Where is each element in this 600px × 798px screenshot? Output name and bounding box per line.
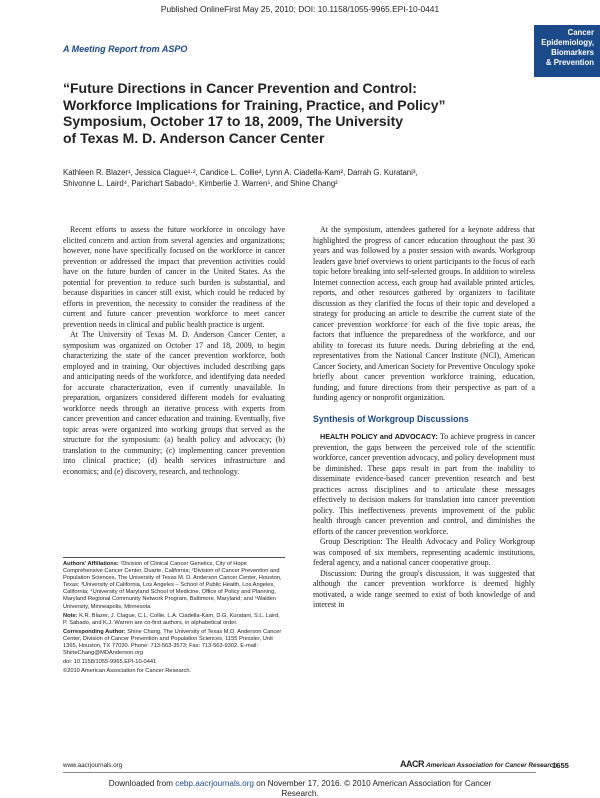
corresponding-label: Corresponding Author: [63, 628, 126, 635]
journal-name-tab [534, 25, 600, 77]
journal-tab-line: & Prevention [545, 58, 594, 67]
body-paragraph: Recent efforts to assess the future workforce in oncology have elicited concern and action from several agencies and organizations; however, none have specifically focused on the workforce in cancer prevention or addressed the impact that prevention activities could have on the future burden of cancer in the United States. As the potential for prevention to reduce such burden is substantial, and because disparities in cancer still exist, which could be reduced by efforts in prevention, the necessity to consider the readiness of the current and future cancer prevention workforce to meet cancer prevention needs in clinical and public health practice is urgent. [63, 225, 285, 329]
cofirst-note [63, 613, 285, 627]
article-title [63, 80, 483, 146]
author-list [63, 167, 483, 189]
journal-website-link[interactable]: www.aacrjournals.org [63, 762, 123, 769]
section-subheading: Synthesis of Workgroup Discussions [313, 413, 469, 424]
affiliations-note [63, 561, 285, 611]
author-line: Kathleen R. Blazer¹, Jessica Clague¹·², Candice L. Collie², Lynn A. Ciadella-Kam², Darrah G. Kuratani³, [63, 168, 418, 177]
author-line: Shivonne L. Laird⁴, Parichart Sabado⁵, Kimberlie J. Warren⁵, and Shine Chang² [63, 179, 338, 188]
download-source-link[interactable]: cebp.aacrjournals.org [175, 779, 254, 788]
affiliations-label: Authors' Affiliations: [63, 561, 119, 567]
download-line2: Research. [281, 788, 319, 798]
body-paragraph: Group Description: The Health Advocacy and Policy Workgroup was composed of six members, representing academic institutions, federal agency, and a national cancer cooperative group. [313, 537, 535, 567]
runin-text: To achieve progress in cancer prevention, the gaps between the perceived role of the scientific workforce, cancer prevention advocacy, and policy development must be diminished. These gaps result in part from the inability to disseminate evidence-based cancer prevention research and best practices across disciplines and to articulate these messages effectively to decision makers for translation into cancer prevention policy. This ineffectiveness prevents improvement of the public health through cancer prevention and control, and diminishes the efforts of the cancer prevention workforce. [313, 432, 536, 536]
affiliations-text: ¹Division of Clinical Cancer Genetics, City of Hope Comprehensive Cancer Center, Duarte, California; ²Division of Cancer Prevention and Population Sciences, The University of Texas M. D. Anderson Cancer Center, Houston, Texas; ³University of California, Los Angeles – School of Public Health, Los Angeles, California; ⁴University of Maryland School of Medicine, Office of Policy and Planning, Maryland Regional Community Network Program, Baltimore, Maryland; and ⁵Walden University, Minneapolis, Minnesota [63, 561, 282, 610]
corresponding-text: Shine Chang, The University of Texas M.D. Anderson Cancer Center, Division of Cancer Prevention and Population Sciences, 1155 Pressler, Unit 1365, Houston, TX 77030. Phone: 713-563-3573; Fax: 713-563-9302. E-mail: ShineChang@MDAnderson.org [63, 628, 282, 657]
download-suffix: on November 17, 2016. © 2010 American Association for Cancer [253, 779, 492, 788]
published-online-line: Published OnlineFirst May 25, 2010; DOI: 10.1158/1055-9965.EPI-10-0441 [160, 4, 440, 14]
health-policy-paragraph [313, 432, 535, 537]
right-column [313, 225, 535, 611]
title-line: “Future Directions in Cancer Prevention and Control: [63, 80, 417, 96]
aacr-logo-mark: AACR [400, 759, 424, 769]
aacr-footer-name: American Association for Cancer Research [426, 762, 558, 769]
runin-label: HEALTH POLICY and ADVOCACY: [320, 432, 438, 441]
note-text: K.R. Blazer, J. Clague, C.L. Collie, L.A. Ciadella-Kam, D.G. Kuratani, S.L. Laird, P. Sabado, and K.J. Warren are co-first authors, in alphabetical order. [63, 612, 280, 626]
note-label: Note: [63, 612, 78, 619]
footer-rule [63, 772, 536, 773]
doi-note: doi: 10.1158/1055-9965.EPI-10-0441 [63, 659, 157, 666]
body-paragraph: At the symposium, attendees gathered for a keynote address that highlighted the progress of cancer education throughout the past 30 years and was followed by a poster session with awards. Workgroup leaders gave brief overviews to orient participants to the focus of each topic before breaking into self-selected groups. In addition to wireless Internet connection access, each group had available printed articles, reports, and other resources gathered by organizers to facilitate discussion as they clarified the focus of their topic and developed a strategy for producing an article to describe the current state of the cancer prevention workforce for each of the five topic areas, the factors that influence the preparedness of the workforce, and our ability to forecast its future needs. During debriefing at the end, representatives from the National Cancer Institute (NCI), American Cancer Society, and American Society for Preventive Oncology spoke briefly about cancer prevention workforce training, education, funding, and future directions from their perspective as part of a funding agency or nonprofit organization. [313, 225, 535, 402]
journal-tab-line: Cancer [567, 28, 594, 37]
journal-tab-line: Biomarkers [551, 48, 594, 57]
section-label: A Meeting Report from ASPO [63, 44, 188, 54]
body-paragraph: Discussion: During the group's discussion, it was suggested that although the cancer prevention workforce is deemed highly motivated, a wide range seemed to exist of both knowledge of and interest in [313, 568, 535, 609]
footnotes [63, 557, 285, 677]
corresponding-note [63, 629, 285, 657]
download-prefix: Downloaded from [108, 779, 176, 788]
title-line: Symposium, October 17 to 18, 2009, The University [63, 113, 404, 129]
copyright-note: ©2010 American Association for Cancer Research. [63, 668, 192, 675]
journal-tab-line: Epidemiology, [541, 38, 594, 47]
body-paragraph: At The University of Texas M. D. Anderson Cancer Center, a symposium was organized on October 17 and 18, 2009, to begin characterizing the state of the cancer prevention workforce, both employed and in training. Our objectives included describing gaps and anticipating needs of the workforce, and identifying data needed for accurate characterization, even if currently unavailable. In preparation, organizers considered different models for evaluating workforce needs through an iterative process with experts from cancer prevention and cancer education and training. Eventually, five topic areas were organized into working groups that served as the structure for the symposium: (a) health policy and advocacy; (b) translation to the community; (c) implementing cancer prevention into clinical practice; (d) health services infrastructure and economics; and (e) discovery, research, and technology. [63, 330, 285, 476]
left-column [63, 225, 285, 477]
download-note [0, 779, 600, 798]
page-number: 1655 [552, 761, 569, 770]
title-line: of Texas M. D. Anderson Cancer Center [63, 129, 325, 146]
aacr-footer-logo [400, 759, 557, 769]
title-line: Workforce Implications for Training, Practice, and Policy” [63, 96, 446, 113]
